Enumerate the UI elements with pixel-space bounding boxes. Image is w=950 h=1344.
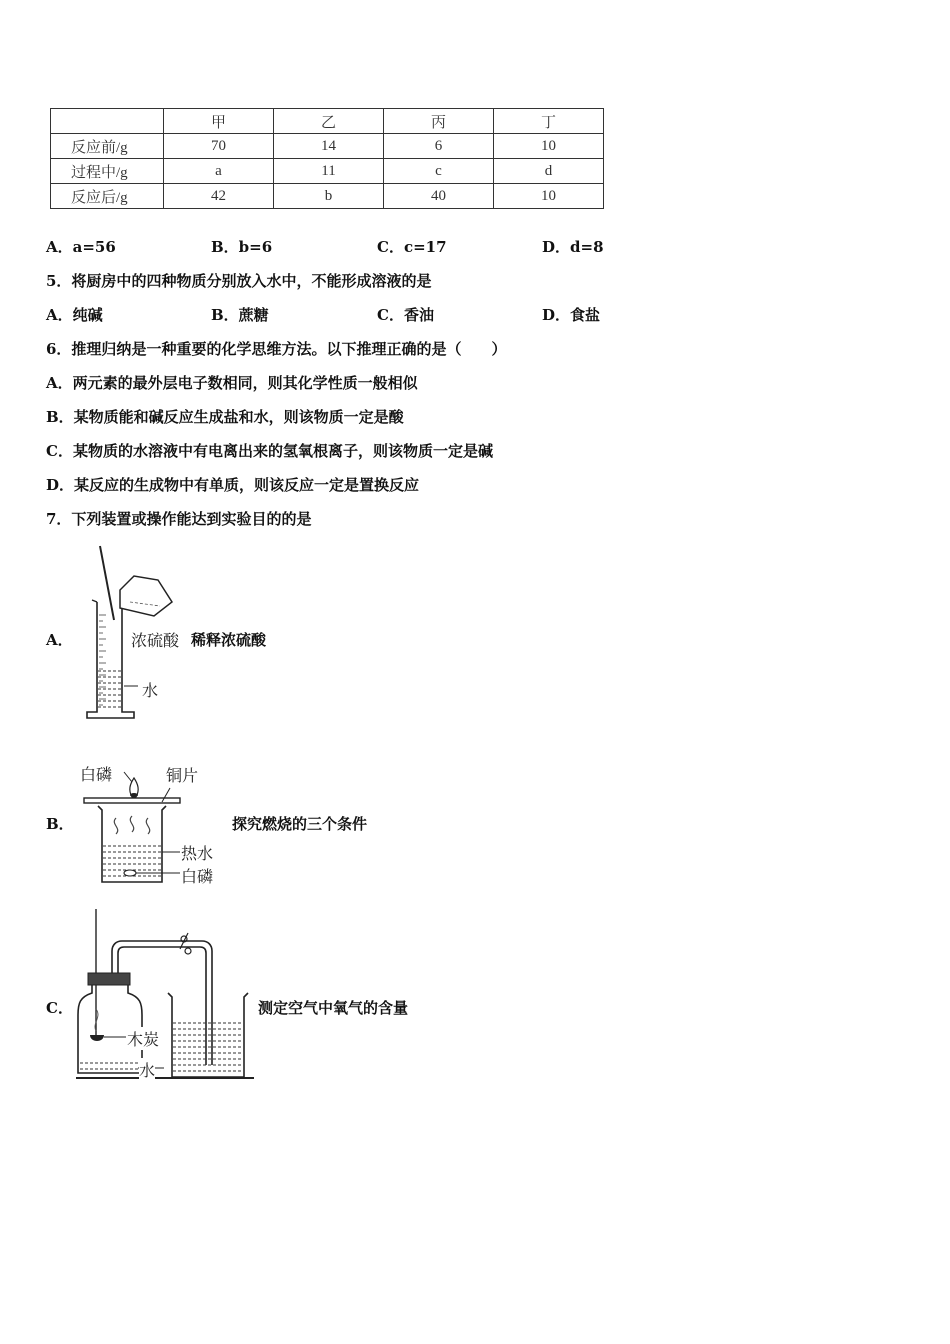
table-cell: 6 (384, 134, 494, 159)
q7-option-c-letter[interactable]: C． (46, 999, 73, 1017)
table-cell: 11 (274, 159, 384, 184)
table-cell: b (274, 184, 384, 209)
q5-option-c[interactable]: C．香油 (377, 306, 434, 324)
q6-option-c[interactable]: C．某物质的水溶液中有电离出来的氢氧根离子，则该物质一定是碱 (46, 442, 493, 460)
beaker-water (173, 1023, 243, 1071)
q4-option-a[interactable]: A．a=56 (46, 238, 116, 256)
table-row-label: 过程中/g (51, 159, 164, 184)
label-white-phosphorus-bottom: 白磷 (181, 867, 214, 886)
label-conc-sulfuric-acid: 浓硫酸 (131, 631, 180, 650)
q4-option-b[interactable]: B．b=6 (211, 238, 273, 256)
q5-stem: 5．将厨房中的四种物质分别放入水中，不能形成溶液的是 (46, 272, 432, 290)
table-cell: 42 (164, 184, 274, 209)
charcoal-spoon (90, 1035, 104, 1041)
q7-option-a-caption: 稀释浓硫酸 (191, 631, 267, 649)
table-row (51, 159, 604, 184)
table-row (51, 134, 604, 159)
table-row (51, 184, 604, 209)
table-header-cell: 丙 (384, 109, 494, 134)
q5-option-b[interactable]: B．蔗糖 (211, 306, 269, 324)
table-header-cell: 乙 (274, 109, 384, 134)
q7-option-b-letter[interactable]: B． (46, 815, 74, 833)
table-cell: c (384, 159, 494, 184)
table-row-label: 反应后/g (51, 184, 164, 209)
q7-option-b-caption: 探究燃烧的三个条件 (232, 815, 368, 833)
table-header-cell: 甲 (164, 109, 274, 134)
table-cell: 40 (384, 184, 494, 209)
label-charcoal: 木炭 (127, 1027, 159, 1050)
table-header-cell: 丁 (494, 109, 604, 134)
graduation-marks (99, 615, 106, 705)
label-white-phosphorus-top: 白磷 (80, 765, 113, 784)
oxygen-measurement-diagram (72, 905, 257, 1085)
table-header-cell (51, 109, 164, 134)
table-cell: d (494, 159, 604, 184)
q4-option-c[interactable]: C．c=17 (377, 238, 447, 256)
label-hot-water: 热水 (181, 844, 214, 863)
q6-option-d[interactable]: D．某反应的生成物中有单质，则该反应一定是置换反应 (46, 476, 420, 494)
bottle-water (80, 1063, 140, 1069)
water-level (98, 671, 121, 707)
table-cell: 70 (164, 134, 274, 159)
table-header-row (51, 109, 604, 134)
label-water: 水 (142, 681, 159, 700)
q5-option-a[interactable]: A．纯碱 (46, 306, 103, 324)
white-phosphorus-underwater (124, 870, 136, 876)
table-cell: a (164, 159, 274, 184)
reaction-mass-table (50, 108, 604, 209)
q7-stem: 7．下列装置或操作能达到实验目的的是 (46, 510, 312, 528)
copper-plate (84, 798, 180, 803)
label-water-c: 水 (139, 1058, 155, 1081)
rubber-stopper (88, 973, 130, 985)
q7-option-a-letter[interactable]: A． (46, 631, 73, 649)
vapour (114, 816, 149, 834)
label-copper-plate: 铜片 (166, 766, 199, 785)
q7-option-c-caption: 测定空气中氧气的含量 (258, 999, 409, 1017)
table-cell: 14 (274, 134, 384, 159)
q6-option-a[interactable]: A．两元素的最外层电子数相同，则其化学性质一般相似 (46, 374, 418, 392)
table-row-label: 反应前/g (51, 134, 164, 159)
q4-option-d[interactable]: D．d=8 (542, 238, 604, 256)
pouring-beaker (120, 576, 172, 616)
glass-rod (100, 546, 114, 620)
q5-option-d[interactable]: D．食盐 (542, 306, 601, 324)
q6-stem: 6．推理归纳是一种重要的化学思维方法。以下推理正确的是（ ） (46, 340, 507, 358)
table-cell: 10 (494, 134, 604, 159)
q6-option-b[interactable]: B．某物质能和碱反应生成盐和水，则该物质一定是酸 (46, 408, 404, 426)
table-cell: 10 (494, 184, 604, 209)
